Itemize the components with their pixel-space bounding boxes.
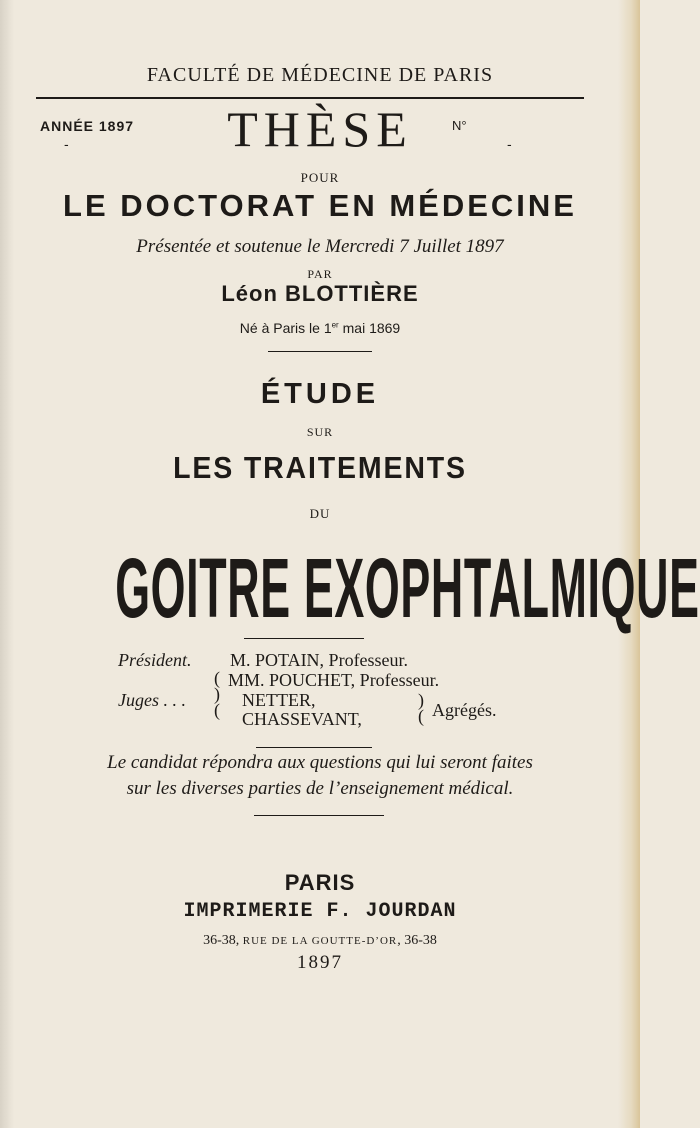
author-name: Léon BLOTTIÈRE [221, 281, 419, 306]
pour-label: POUR [300, 170, 340, 185]
juges-label: Juges . . . [118, 690, 186, 710]
doctorat-heading: LE DOCTORAT EN MÉDECINE [63, 188, 577, 223]
presentation-date: Présentée et soutenue le Mercredi 7 Juillet 1897 [136, 236, 504, 257]
faculty-heading: FACULTÉ DE MÉDECINE DE PARIS [146, 64, 494, 86]
sur-label: SUR [306, 425, 334, 439]
divider-rule-4 [254, 815, 384, 816]
goitre-heading: GOITRE EXOPHTALMIQUE [115, 541, 700, 635]
divider-rule-1 [268, 351, 372, 352]
imprint-city: PARIS [284, 870, 356, 895]
agreges-label: Agrégés. [432, 700, 497, 720]
traitements-heading: LES TRAITEMENTS [173, 450, 467, 485]
president-name: M. POTAIN, Professeur. [230, 650, 409, 670]
note-line-1: Le candidat répondra aux questions qui lui seront faites [107, 752, 533, 773]
divider-rule-2 [244, 638, 364, 639]
address-number: 36-38, [203, 933, 243, 948]
du-label: DU [309, 506, 331, 521]
goitre-block [0, 534, 700, 635]
birth-line [0, 320, 640, 336]
top-rule [36, 97, 584, 99]
par-label: PAR [307, 267, 333, 281]
these-heading: THÈSE [227, 101, 413, 157]
imprint-year: 1897 [297, 952, 343, 973]
number-dash: - [507, 136, 512, 152]
note-line-2: sur les diverses parties de l’enseignement médical. [126, 778, 514, 799]
birth-ordinal: er [331, 320, 339, 330]
imprint-address [0, 933, 640, 949]
address-number-2: , 36-38 [397, 933, 437, 948]
juges-brace: ( ) ( [214, 668, 220, 720]
imprint-printer: IMPRIMERIE F. JOURDAN [183, 900, 457, 923]
etude-heading: ÉTUDE [260, 378, 380, 410]
birth-suffix: mai 1869 [338, 320, 401, 336]
divider-rule-3 [256, 747, 372, 748]
juge-pouchet: MM. POUCHET, Professeur. [228, 670, 440, 690]
year-dash: - [64, 136, 69, 152]
number-label: N° [452, 118, 467, 133]
agreges-brace: ) ( [418, 690, 424, 726]
birth-prefix: Né à Paris le 1 [239, 320, 332, 336]
president-label: Président. [118, 650, 192, 670]
juge-netter: NETTER, [242, 690, 316, 710]
year-label: ANNÉE 1897 [40, 118, 135, 134]
address-street: RUE DE LA GOUTTE-D’OR [242, 935, 398, 947]
juge-chassevant: CHASSEVANT, [242, 709, 362, 729]
